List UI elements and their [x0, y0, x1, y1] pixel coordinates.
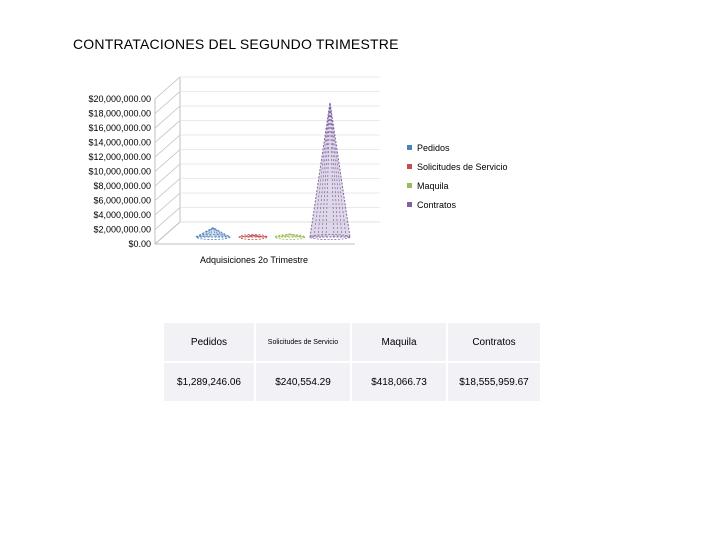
gridline-diagonal	[155, 179, 180, 201]
gridline-diagonal	[155, 106, 180, 128]
y-tick-label: $8,000,000.00	[93, 181, 151, 191]
x-axis-label: Adquisiciones 2o Trimestre	[200, 255, 309, 265]
table-cell: $418,066.73	[352, 363, 446, 401]
gridline-diagonal	[155, 164, 180, 186]
gridline-diagonal	[155, 135, 180, 157]
legend-label-maquila: Maquila	[417, 180, 449, 191]
gridline-diagonal	[155, 121, 180, 143]
legend-label-solicitudes: Solicitudes de Servicio	[417, 161, 508, 172]
table-header-cell: Pedidos	[164, 323, 254, 361]
gridline-diagonal	[155, 92, 180, 114]
table-header-cell: Solicitudes de Servicio	[256, 323, 350, 361]
legend-item-solicitudes	[407, 157, 508, 176]
table-cell: $1,289,246.06	[164, 363, 254, 401]
chart-title: CONTRATACIONES DEL SEGUNDO TRIMESTRE	[73, 36, 399, 52]
table-row	[164, 363, 540, 401]
legend-swatch-contratos	[407, 202, 412, 207]
y-tick-label: $6,000,000.00	[93, 195, 151, 206]
y-tick-label: $2,000,000.00	[93, 224, 151, 235]
gridline-diagonal	[155, 150, 180, 172]
table-header-cell: Contratos	[448, 323, 540, 361]
y-tick-label: $18,000,000.00	[88, 108, 151, 119]
y-tick-label: $0.00	[128, 239, 151, 249]
y-tick-label: $10,000,000.00	[88, 166, 151, 177]
y-tick-label: $14,000,000.00	[88, 137, 151, 148]
y-tick-label: $20,000,000.00	[88, 94, 151, 104]
table-header-cell: Maquila	[352, 323, 446, 361]
table-cell: $240,554.29	[256, 363, 350, 401]
y-tick-label: $4,000,000.00	[93, 210, 151, 220]
legend-item-contratos	[407, 195, 508, 214]
legend-label-contratos: Contratos	[417, 199, 457, 210]
y-tick-label: $12,000,000.00	[88, 152, 151, 162]
cone-contratos	[310, 102, 350, 237]
gridline-diagonal	[155, 77, 180, 99]
gridline-diagonal	[155, 208, 180, 230]
y-tick-label: $16,000,000.00	[88, 123, 151, 133]
table-cell: $18,555,959.67	[448, 363, 540, 401]
legend-swatch-pedidos	[407, 145, 412, 150]
legend-swatch-maquila	[407, 183, 412, 188]
legend-swatch-solicitudes	[407, 164, 412, 169]
legend-item-maquila	[407, 176, 508, 195]
gridline-diagonal	[155, 222, 180, 244]
summary-table	[162, 321, 542, 403]
chart-legend	[407, 138, 508, 214]
legend-item-pedidos	[407, 138, 508, 157]
legend-label-pedidos: Pedidos	[417, 142, 450, 153]
gridline-diagonal	[155, 193, 180, 215]
table-header-row	[164, 323, 540, 361]
